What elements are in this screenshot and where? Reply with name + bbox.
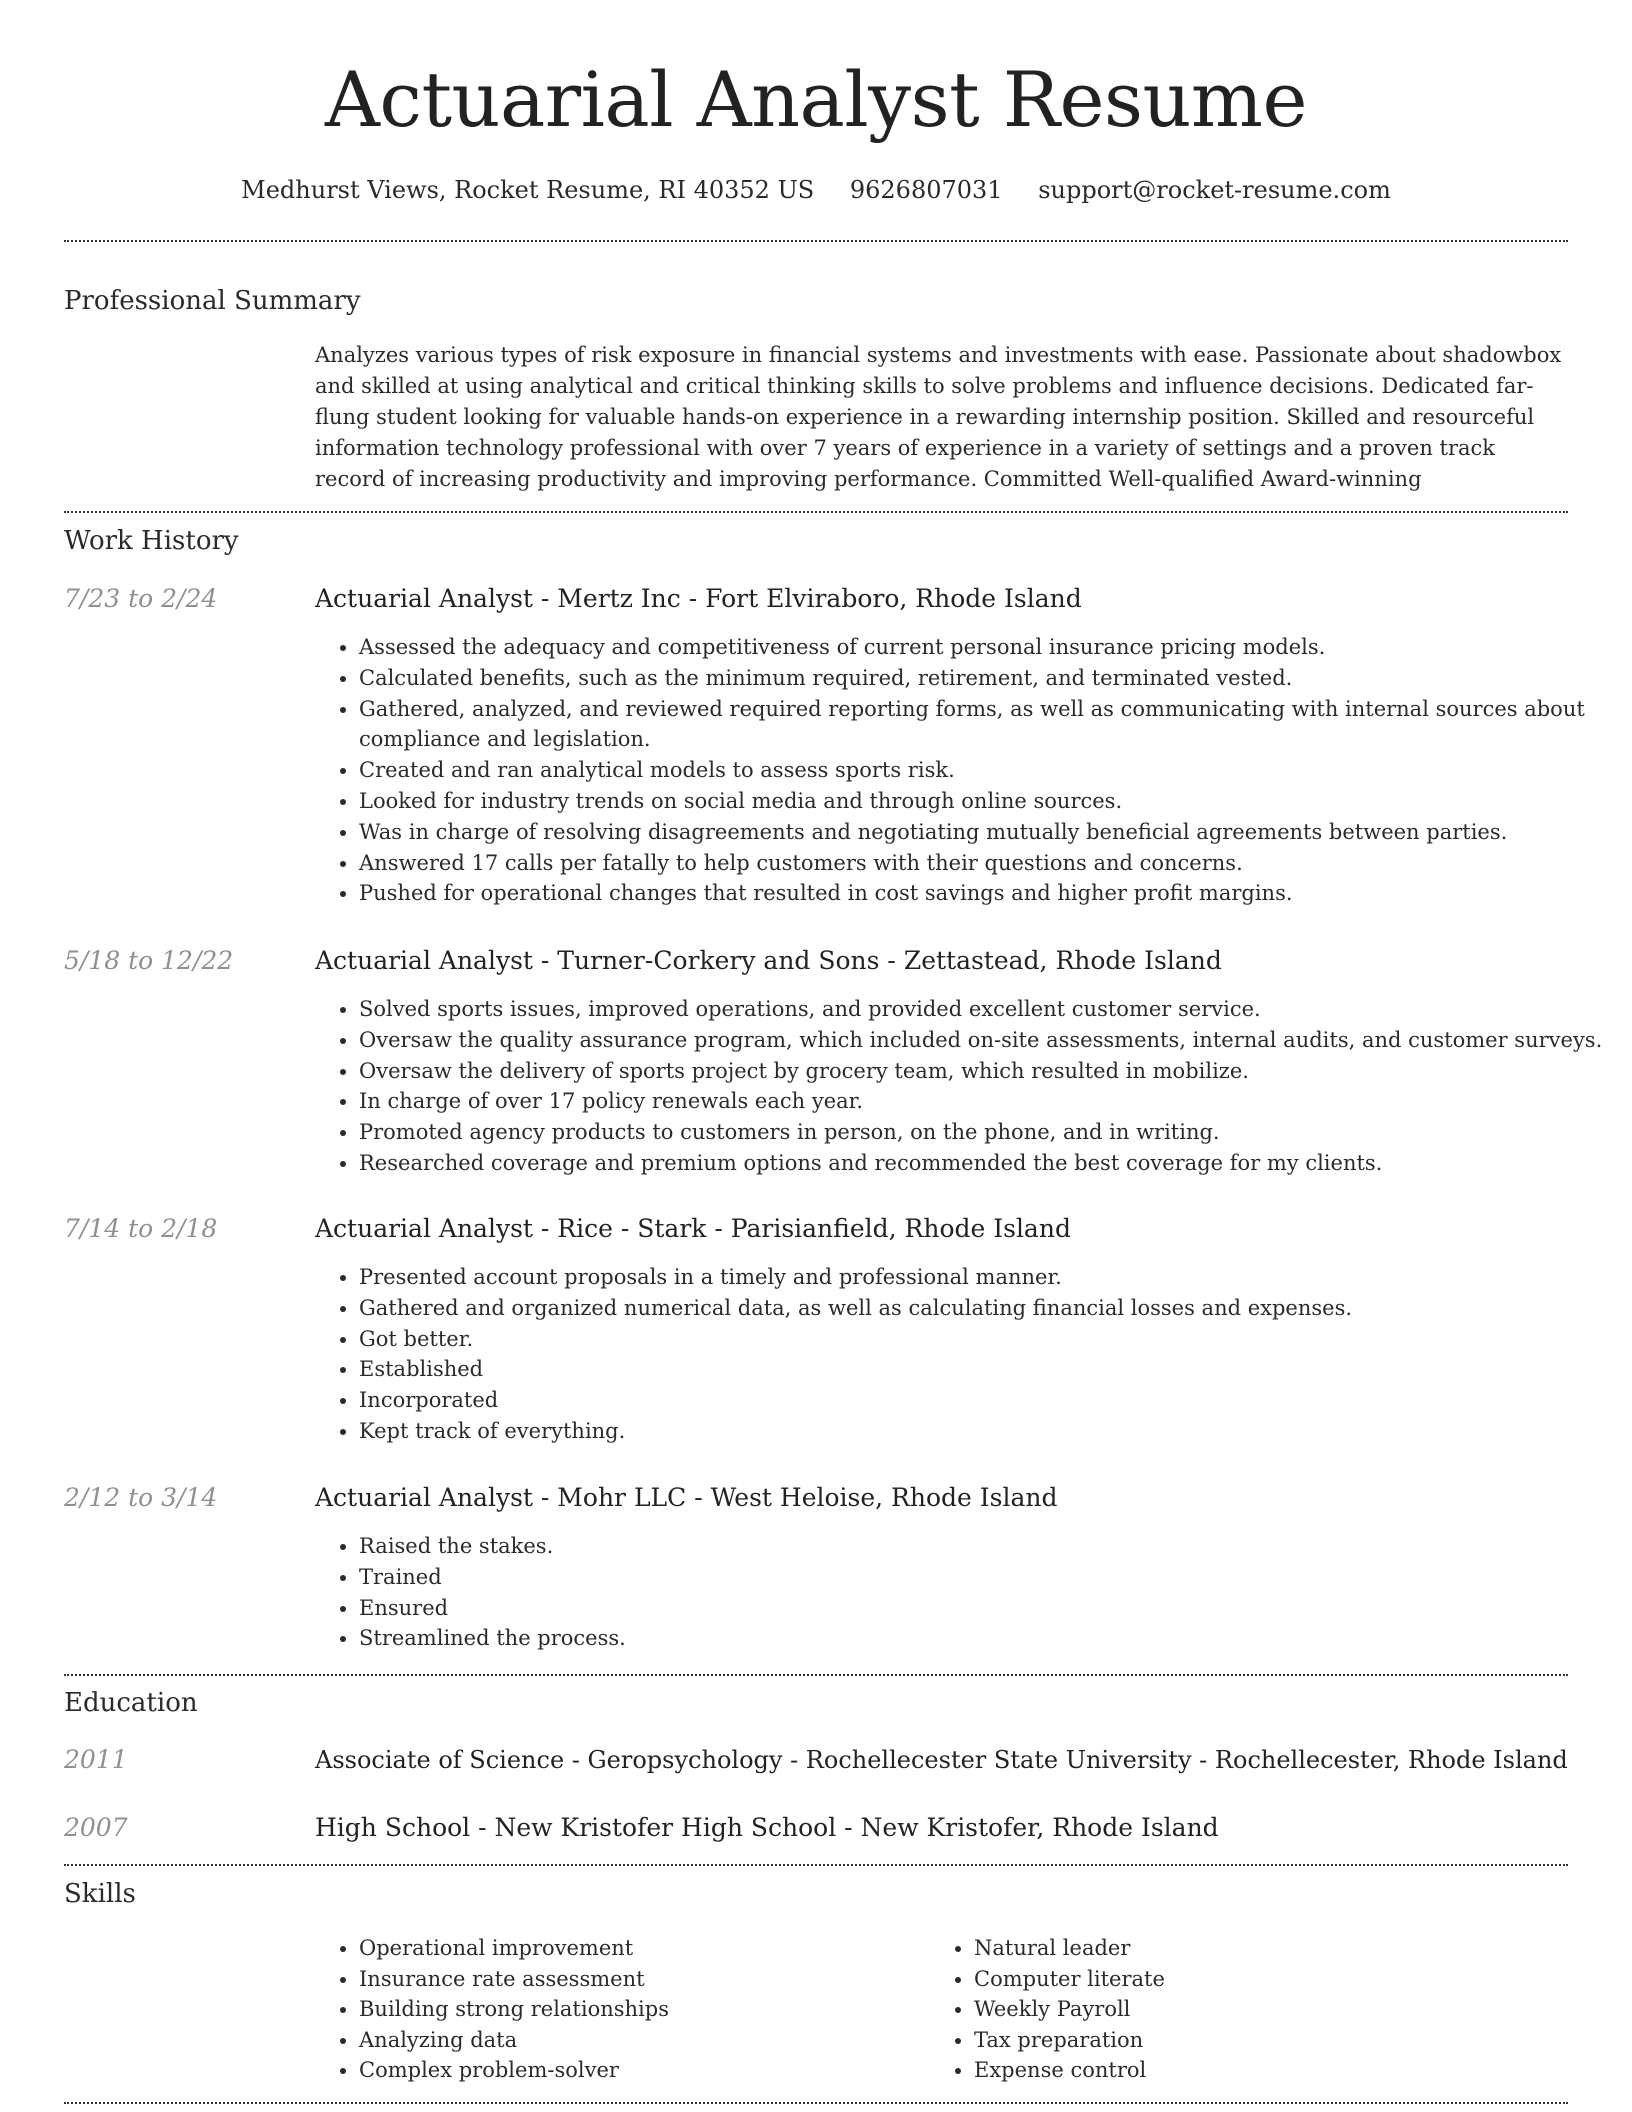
education-entry: Associate of Science - Geropsychology - Rochellecester State University - Rochellecester, Rhode Island bbox=[315, 1746, 1568, 1774]
list-item: • Streamlined the process. bbox=[359, 1623, 1612, 1654]
list-item: • Weekly Payroll bbox=[974, 1994, 1574, 2025]
skills-list-left bbox=[315, 1933, 929, 2086]
job-bullets bbox=[315, 994, 1612, 1179]
list-item: • Got better. bbox=[359, 1324, 1612, 1355]
list-item: • Natural leader bbox=[974, 1933, 1574, 1964]
skills-list-right bbox=[930, 1933, 1574, 2086]
list-item: • Answered 17 calls per fatally to help customers with their questions and concerns. bbox=[359, 848, 1612, 879]
list-item: • Kept track of everything. bbox=[359, 1416, 1612, 1447]
list-item: • Assessed the adequacy and competitiveness of current personal insurance pricing models. bbox=[359, 632, 1612, 663]
divider bbox=[64, 2102, 1568, 2104]
list-item: • Ensured bbox=[359, 1593, 1612, 1624]
list-item: • Created and ran analytical models to assess sports risk. bbox=[359, 755, 1612, 786]
education-year: 2007 bbox=[64, 1813, 128, 1842]
education-entry: High School - New Kristofer High School - New Kristofer, Rhode Island bbox=[315, 1813, 1219, 1842]
divider bbox=[64, 240, 1568, 242]
list-item: • Established bbox=[359, 1354, 1612, 1385]
divider bbox=[64, 1864, 1568, 1866]
job-dates: 5/18 to 12/22 bbox=[64, 946, 234, 975]
job-bullets bbox=[315, 1262, 1612, 1447]
list-item: • Was in charge of resolving disagreements and negotiating mutually beneficial agreements between parties. bbox=[359, 817, 1612, 848]
job-dates: 7/14 to 2/18 bbox=[64, 1214, 218, 1243]
contact-address: Medhurst Views, Rocket Resume, RI 40352 US bbox=[241, 176, 815, 204]
list-item: • Tax preparation bbox=[974, 2025, 1574, 2056]
list-item: • Computer literate bbox=[974, 1964, 1574, 1995]
job-dates: 2/12 to 3/14 bbox=[64, 1483, 218, 1512]
list-item: • Presented account proposals in a timely and professional manner. bbox=[359, 1262, 1612, 1293]
education-year: 2011 bbox=[64, 1745, 128, 1774]
list-item: • Analyzing data bbox=[359, 2025, 929, 2056]
divider bbox=[64, 1674, 1568, 1676]
list-item: • Operational improvement bbox=[359, 1933, 929, 1964]
list-item: • Incorporated bbox=[359, 1385, 1612, 1416]
list-item: • Complex problem-solver bbox=[359, 2055, 929, 2086]
list-item: • Raised the stakes. bbox=[359, 1531, 1612, 1562]
job-title: Actuarial Analyst - Mertz Inc - Fort Elviraboro, Rhode Island bbox=[315, 584, 1082, 613]
job-title: Actuarial Analyst - Turner-Corkery and Sons - Zettastead, Rhode Island bbox=[315, 946, 1222, 975]
job-title: Actuarial Analyst - Mohr LLC - West Heloise, Rhode Island bbox=[315, 1483, 1058, 1512]
contact-email: support@rocket-resume.com bbox=[1038, 176, 1391, 204]
list-item: • Trained bbox=[359, 1562, 1612, 1593]
job-title: Actuarial Analyst - Rice - Stark - Parisianfield, Rhode Island bbox=[315, 1214, 1071, 1243]
section-title-skills: Skills bbox=[64, 1879, 136, 1909]
list-item: • Calculated benefits, such as the minimum required, retirement, and terminated vested. bbox=[359, 663, 1612, 694]
summary-text: Analyzes various types of risk exposure in financial systems and investments with ease. Passionate about shadowbox and skilled at using analytical and critical thinking skills to solve problems and influence decisions. Dedicated far-flung student looking for valuable hands-on experience in a rewarding internship position. Skilled and resourceful information technology professional with over 7 years of experience in a variety of settings and a proven track record of increasing productivity and improving performance. Committed Well-qualified Award-winning bbox=[315, 343, 1562, 491]
list-item: • In charge of over 17 policy renewals each year. bbox=[359, 1086, 1612, 1117]
list-item: • Pushed for operational changes that resulted in cost savings and higher profit margins. bbox=[359, 878, 1612, 909]
section-title-summary: Professional Summary bbox=[64, 286, 361, 316]
list-item: • Oversaw the quality assurance program, which included on-site assessments, internal audits, and customer surveys. bbox=[359, 1025, 1612, 1056]
list-item: • Expense control bbox=[974, 2055, 1574, 2086]
list-item: • Promoted agency products to customers in person, on the phone, and in writing. bbox=[359, 1117, 1612, 1148]
list-item: • Oversaw the delivery of sports project by grocery team, which resulted in mobilize. bbox=[359, 1056, 1612, 1087]
list-item: • Researched coverage and premium options and recommended the best coverage for my clients. bbox=[359, 1148, 1612, 1179]
section-title-education: Education bbox=[64, 1688, 198, 1718]
job-bullets bbox=[315, 1531, 1612, 1654]
list-item: • Building strong relationships bbox=[359, 1994, 929, 2025]
list-item: • Insurance rate assessment bbox=[359, 1964, 929, 1995]
contact-line bbox=[64, 170, 1568, 210]
list-item: • Gathered and organized numerical data, as well as calculating financial losses and expenses. bbox=[359, 1293, 1612, 1324]
divider bbox=[64, 511, 1568, 513]
list-item: • Looked for industry trends on social media and through online sources. bbox=[359, 786, 1612, 817]
list-item: • Solved sports issues, improved operations, and provided excellent customer service. bbox=[359, 994, 1612, 1025]
contact-phone: 9626807031 bbox=[849, 176, 1003, 204]
section-title-work-history: Work History bbox=[64, 526, 239, 556]
job-bullets bbox=[315, 632, 1612, 909]
job-dates: 7/23 to 2/24 bbox=[64, 584, 218, 613]
list-item: • Gathered, analyzed, and reviewed required reporting forms, as well as communicating with internal sources about compliance and legislation. bbox=[359, 694, 1612, 756]
resume-title: Actuarial Analyst Resume bbox=[325, 55, 1307, 144]
